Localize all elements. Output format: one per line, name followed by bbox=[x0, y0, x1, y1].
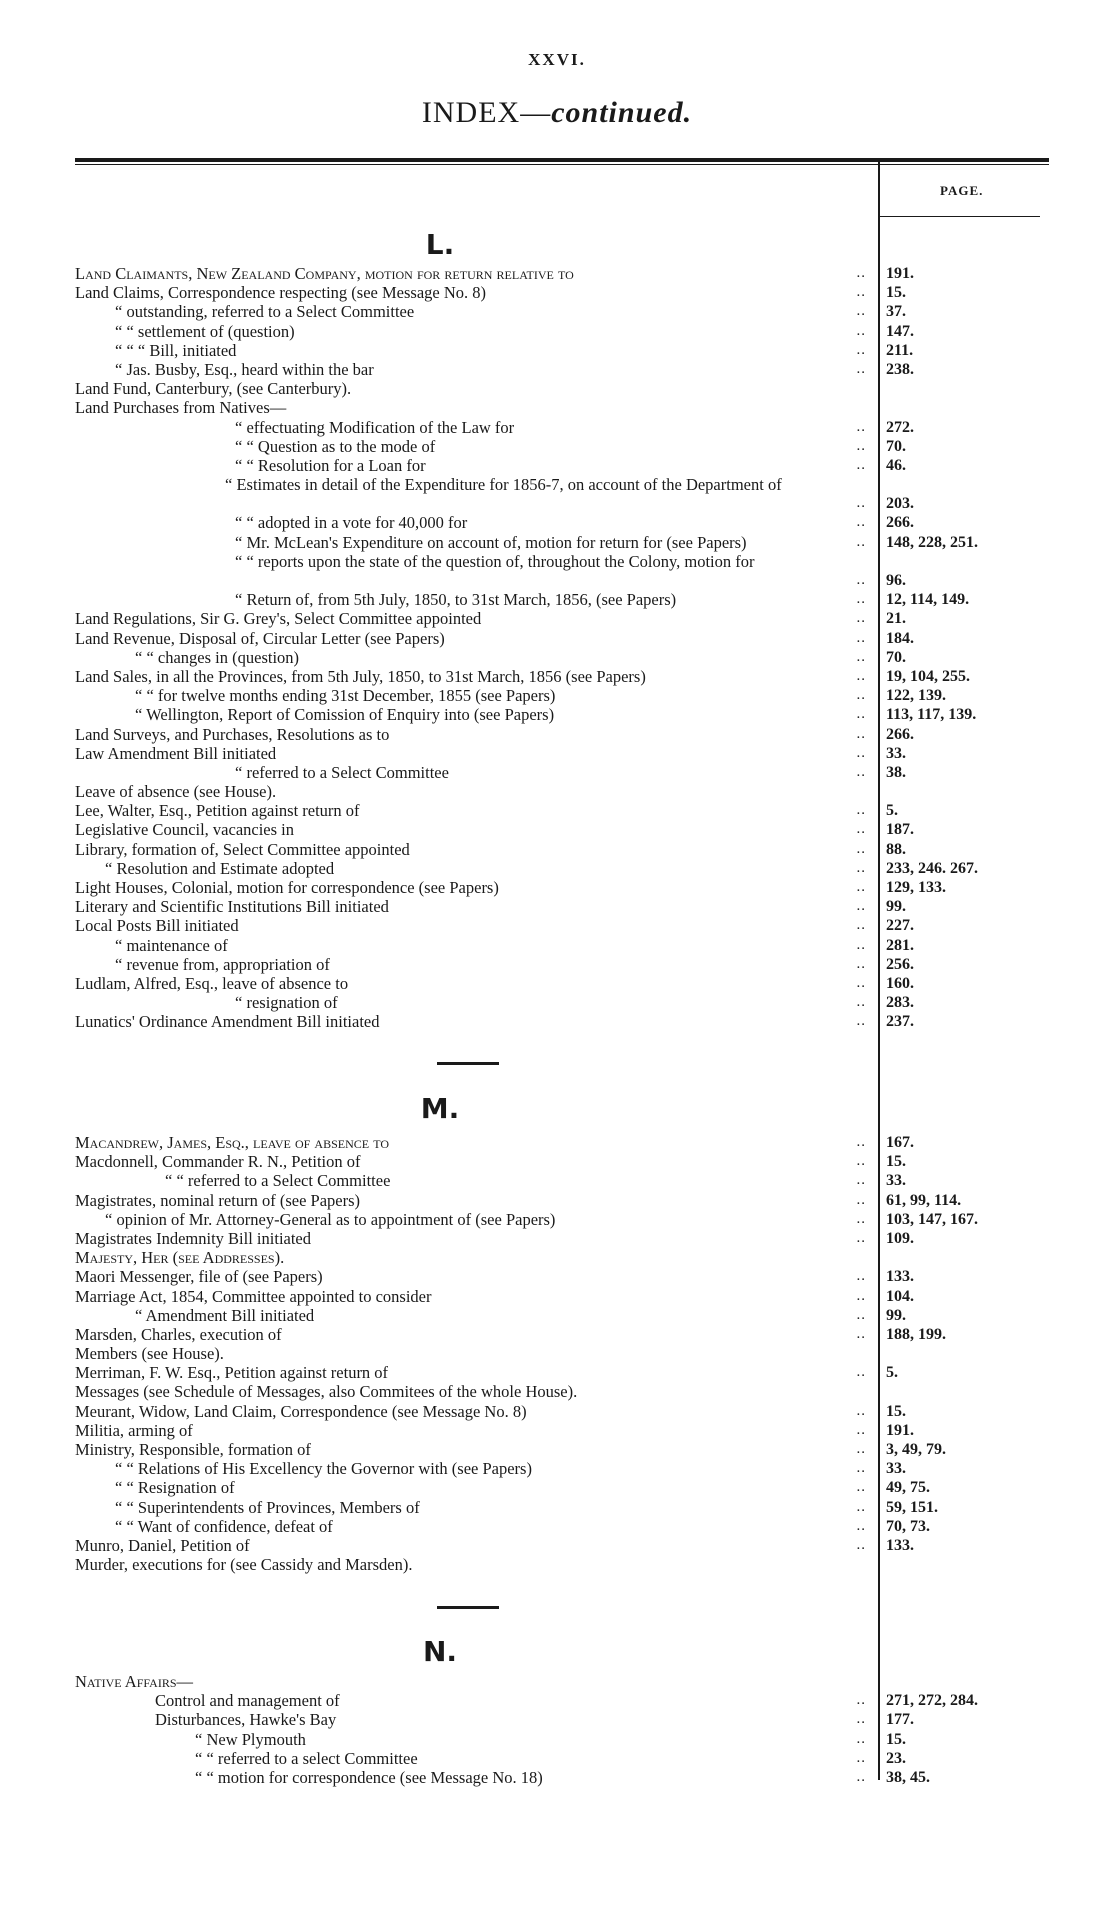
entry-pages: 99. bbox=[886, 1306, 906, 1324]
entry-pages: 271, 272, 284. bbox=[886, 1692, 978, 1710]
entry-pages: 19, 104, 255. bbox=[886, 667, 970, 685]
entry-pages: 237. bbox=[886, 1013, 914, 1031]
leader-dots: .. bbox=[856, 687, 866, 704]
index-entry bbox=[0, 859, 1114, 878]
entry-text: “ “ adopted in a vote for 40,000 for bbox=[235, 513, 468, 533]
index-entry bbox=[0, 1191, 1114, 1210]
entry-pages: 49, 75. bbox=[886, 1479, 930, 1497]
entry-text: Magistrates Indemnity Bill initiated bbox=[75, 1228, 312, 1248]
index-entry bbox=[0, 322, 1114, 341]
entry-text: Land Surveys, and Purchases, Resolutions as to bbox=[75, 724, 390, 744]
index-entry bbox=[0, 379, 1114, 398]
entry-text: “ “ Want of confidence, defeat of bbox=[115, 1516, 333, 1536]
index-entry bbox=[0, 1710, 1114, 1729]
index-entry bbox=[0, 418, 1114, 437]
entry-text: Members (see House). bbox=[75, 1344, 224, 1364]
leader-dots: .. bbox=[856, 1153, 866, 1170]
entry-text: “ Jas. Busby, Esq., heard within the bar bbox=[115, 359, 374, 379]
entry-text: Disturbances, Hawke's Bay bbox=[155, 1710, 337, 1730]
entry-pages: 70. bbox=[886, 648, 906, 666]
index-entry bbox=[0, 993, 1114, 1012]
leader-dots: .. bbox=[856, 437, 866, 454]
index-entry bbox=[0, 1691, 1114, 1710]
entry-pages: 147. bbox=[886, 322, 914, 340]
leader-dots: .. bbox=[856, 802, 866, 819]
entry-pages: 227. bbox=[886, 917, 914, 935]
entry-text: “ effectuating Modification of the Law for bbox=[235, 417, 515, 437]
index-entry bbox=[0, 820, 1114, 839]
leader-dots: .. bbox=[856, 1517, 866, 1534]
index-entry bbox=[0, 648, 1114, 667]
section-letter-m: M. bbox=[420, 1092, 460, 1125]
section-n-entries bbox=[0, 1672, 1114, 1787]
entry-pages: 38. bbox=[886, 763, 906, 781]
leader-dots: .. bbox=[856, 495, 866, 512]
entry-pages: 104. bbox=[886, 1287, 914, 1305]
entry-pages: 33. bbox=[886, 1460, 906, 1478]
entry-text: Magistrates, nominal return of (see Papers) bbox=[75, 1190, 360, 1210]
index-entry bbox=[0, 475, 1114, 513]
entry-pages: 23. bbox=[886, 1749, 906, 1767]
entry-text: Marsden, Charles, execution of bbox=[75, 1324, 282, 1344]
leader-dots: .. bbox=[856, 514, 866, 531]
index-entry bbox=[0, 1459, 1114, 1478]
page-title bbox=[0, 96, 1114, 130]
index-entry bbox=[0, 398, 1114, 417]
entry-pages: 177. bbox=[886, 1711, 914, 1729]
entry-pages: 70. bbox=[886, 437, 906, 455]
index-entry bbox=[0, 1248, 1114, 1267]
leader-dots: .. bbox=[856, 1749, 866, 1766]
entry-text: Land Purchases from Natives— bbox=[75, 398, 287, 418]
entry-text: “ “ motion for correspondence (see Message No. 18) bbox=[195, 1767, 543, 1787]
leader-dots: .. bbox=[856, 763, 866, 780]
entry-text: Marriage Act, 1854, Committee appointed to consider bbox=[75, 1286, 432, 1306]
entry-pages: 203. bbox=[886, 495, 914, 513]
entry-pages: 15. bbox=[886, 1730, 906, 1748]
index-entry bbox=[0, 1152, 1114, 1171]
leader-dots: .. bbox=[856, 1460, 866, 1477]
index-entry bbox=[0, 667, 1114, 686]
entry-text: Land Sales, in all the Provinces, from 5th July, 1850, to 31st March, 1856 (see Papers) bbox=[75, 666, 646, 686]
title-continued: continued. bbox=[551, 96, 693, 129]
leader-dots: .. bbox=[856, 955, 866, 972]
index-entry bbox=[0, 590, 1114, 609]
index-entry bbox=[0, 705, 1114, 724]
leader-dots: .. bbox=[856, 879, 866, 896]
leader-dots: .. bbox=[856, 1536, 866, 1553]
leader-dots: .. bbox=[856, 1229, 866, 1246]
leader-dots: .. bbox=[856, 1768, 866, 1785]
entry-pages: 99. bbox=[886, 898, 906, 916]
index-entry bbox=[0, 1498, 1114, 1517]
leader-dots: .. bbox=[856, 610, 866, 627]
index-entry bbox=[0, 1229, 1114, 1248]
entry-pages: 191. bbox=[886, 1421, 914, 1439]
entry-text: “ New Plymouth bbox=[195, 1729, 306, 1749]
entry-text: “ “ Superintendents of Provinces, Members of bbox=[115, 1497, 420, 1517]
index-entry bbox=[0, 1012, 1114, 1031]
entry-text: Control and management of bbox=[155, 1691, 340, 1711]
entry-text: Land Revenue, Disposal of, Circular Letter (see Papers) bbox=[75, 628, 445, 648]
leader-dots: .. bbox=[856, 1210, 866, 1227]
entry-pages: 122, 139. bbox=[886, 687, 946, 705]
entry-text: Murder, executions for (see Cassidy and Marsden). bbox=[75, 1555, 413, 1575]
leader-dots: .. bbox=[856, 1013, 866, 1030]
leader-dots: .. bbox=[856, 974, 866, 991]
entry-text: Messages (see Schedule of Messages, also Commitees of the whole House). bbox=[75, 1382, 578, 1402]
entry-text: “ “ settlement of (question) bbox=[115, 321, 295, 341]
index-entry bbox=[0, 1325, 1114, 1344]
index-entry bbox=[0, 686, 1114, 705]
entry-pages: 21. bbox=[886, 610, 906, 628]
leader-dots: .. bbox=[856, 1268, 866, 1285]
entry-text: Majesty, Her (see Addresses). bbox=[75, 1248, 285, 1268]
entry-pages: 5. bbox=[886, 1364, 898, 1382]
index-entry bbox=[0, 974, 1114, 993]
entry-pages: 38, 45. bbox=[886, 1768, 930, 1786]
entry-pages: 167. bbox=[886, 1134, 914, 1151]
leader-dots: .. bbox=[856, 629, 866, 646]
entry-pages: 160. bbox=[886, 974, 914, 992]
index-entry bbox=[0, 341, 1114, 360]
index-entry bbox=[0, 1363, 1114, 1382]
entry-text: “ referred to a Select Committee bbox=[235, 762, 449, 782]
entry-pages: 238. bbox=[886, 360, 914, 378]
index-entry bbox=[0, 513, 1114, 532]
entry-pages: 109. bbox=[886, 1229, 914, 1247]
entry-pages: 103, 147, 167. bbox=[886, 1210, 978, 1228]
leader-dots: .. bbox=[856, 360, 866, 377]
entry-text: “ Mr. McLean's Expenditure on account of, motion for return for (see Papers) bbox=[235, 532, 747, 552]
index-entry bbox=[0, 437, 1114, 456]
leader-dots: .. bbox=[856, 859, 866, 876]
title-main: INDEX— bbox=[421, 96, 552, 129]
index-entry bbox=[0, 1440, 1114, 1459]
index-entry bbox=[0, 916, 1114, 935]
entry-text: “ Return of, from 5th July, 1850, to 31st March, 1856, (see Papers) bbox=[235, 590, 677, 610]
index-entry bbox=[0, 1421, 1114, 1440]
entry-pages: 61, 99, 114. bbox=[886, 1191, 962, 1209]
entry-pages: 5. bbox=[886, 802, 898, 820]
index-entry bbox=[0, 763, 1114, 782]
entry-pages: 133. bbox=[886, 1536, 914, 1554]
entry-pages: 266. bbox=[886, 725, 914, 743]
leader-dots: .. bbox=[856, 1441, 866, 1457]
entry-text: “ resignation of bbox=[235, 993, 338, 1013]
leader-dots: .. bbox=[856, 1306, 866, 1323]
leader-dots: .. bbox=[856, 322, 866, 339]
index-entry bbox=[0, 801, 1114, 820]
entry-pages: 59, 151. bbox=[886, 1498, 938, 1516]
index-entry bbox=[0, 955, 1114, 974]
section-l-entries bbox=[0, 264, 1114, 1032]
top-rule bbox=[75, 158, 1049, 162]
leader-dots: .. bbox=[856, 1479, 866, 1496]
entry-pages: 187. bbox=[886, 821, 914, 839]
entry-text: “ Wellington, Report of Comission of Enquiry into (see Papers) bbox=[135, 705, 555, 725]
index-entry bbox=[0, 1517, 1114, 1536]
entry-pages: 266. bbox=[886, 514, 914, 532]
entry-pages: 184. bbox=[886, 629, 914, 647]
leader-dots: .. bbox=[856, 1191, 866, 1208]
leader-dots: .. bbox=[856, 898, 866, 915]
entry-text: “ “ for twelve months ending 31st December, 1855 (see Papers) bbox=[135, 686, 556, 706]
leader-dots: .. bbox=[856, 341, 866, 358]
index-entry bbox=[0, 1402, 1114, 1421]
index-entry bbox=[0, 1749, 1114, 1768]
entry-text: “ “ referred to a select Committee bbox=[195, 1748, 418, 1768]
entry-text: Ministry, Responsible, formation of bbox=[75, 1440, 311, 1459]
leader-dots: .. bbox=[856, 284, 866, 301]
entry-text: Local Posts Bill initiated bbox=[75, 916, 239, 936]
entry-pages: 272. bbox=[886, 418, 914, 436]
index-entry bbox=[0, 936, 1114, 955]
leader-dots: .. bbox=[856, 1730, 866, 1747]
entry-pages: 15. bbox=[886, 284, 906, 302]
entry-pages: 33. bbox=[886, 1172, 906, 1190]
index-entry bbox=[0, 456, 1114, 475]
entry-text: Merriman, F. W. Esq., Petition against return of bbox=[75, 1363, 389, 1383]
entry-pages: 129, 133. bbox=[886, 879, 946, 897]
entry-text: “ “ Resignation of bbox=[115, 1478, 235, 1498]
index-entry bbox=[0, 1210, 1114, 1229]
entry-text: Literary and Scientific Institutions Bill initiated bbox=[75, 897, 389, 917]
entry-text: Law Amendment Bill initiated bbox=[75, 743, 277, 763]
entry-pages: 46. bbox=[886, 456, 906, 474]
index-entry bbox=[0, 1306, 1114, 1325]
entry-pages: 37. bbox=[886, 303, 906, 321]
section-letter-l: L. bbox=[425, 228, 455, 261]
index-entry bbox=[0, 744, 1114, 763]
entry-pages: 281. bbox=[886, 936, 914, 954]
entry-text: Native Affairs— bbox=[75, 1672, 194, 1691]
entry-text: Land Regulations, Sir G. Grey's, Select Committee appointed bbox=[75, 609, 482, 629]
index-entry bbox=[0, 1287, 1114, 1306]
entry-text: Militia, arming of bbox=[75, 1420, 193, 1440]
index-entry bbox=[0, 878, 1114, 897]
leader-dots: .. bbox=[856, 1134, 866, 1150]
index-entry bbox=[0, 1536, 1114, 1555]
index-entry bbox=[0, 897, 1114, 916]
entry-pages: 12, 114, 149. bbox=[886, 591, 970, 609]
entry-text: Ludlam, Alfred, Esq., leave of absence to bbox=[75, 973, 349, 993]
entry-pages: 256. bbox=[886, 955, 914, 973]
entry-text: Land Claims, Correspondence respecting (see Message No. 8) bbox=[75, 283, 487, 303]
index-entry bbox=[0, 782, 1114, 801]
leader-dots: .. bbox=[856, 994, 866, 1011]
section-separator bbox=[437, 1606, 499, 1609]
leader-dots: .. bbox=[856, 265, 866, 281]
index-entry bbox=[0, 283, 1114, 302]
entry-text: “ “ Question as to the mode of bbox=[235, 436, 436, 456]
entry-pages: 211. bbox=[886, 341, 914, 359]
entry-text: Meurant, Widow, Land Claim, Correspondence (see Message No. 8) bbox=[75, 1401, 527, 1421]
leader-dots: .. bbox=[856, 1364, 866, 1381]
leader-dots: .. bbox=[856, 648, 866, 665]
entry-text: Lunatics' Ordinance Amendment Bill initiated bbox=[75, 1012, 380, 1032]
index-entry bbox=[0, 840, 1114, 859]
leader-dots: .. bbox=[856, 667, 866, 684]
index-entry bbox=[0, 1133, 1114, 1152]
entry-text: “ “ reports upon the state of the question of, throughout the Colony, motion for bbox=[235, 551, 755, 571]
entry-pages: 96. bbox=[886, 572, 906, 590]
index-entry bbox=[0, 302, 1114, 321]
index-entry bbox=[0, 629, 1114, 648]
entry-text: “ “ Relations of His Excellency the Governor with (see Papers) bbox=[115, 1459, 532, 1479]
index-entry bbox=[0, 1382, 1114, 1401]
index-entry bbox=[0, 1478, 1114, 1497]
leader-dots: .. bbox=[856, 572, 866, 589]
leader-dots: .. bbox=[856, 1325, 866, 1342]
entry-text: Macandrew, James, Esq., leave of absence to bbox=[75, 1133, 389, 1152]
entry-text: “ “ referred to a Select Committee bbox=[165, 1171, 391, 1191]
index-entry bbox=[0, 264, 1114, 283]
entry-pages: 148, 228, 251. bbox=[886, 533, 978, 551]
leader-dots: .. bbox=[856, 725, 866, 742]
entry-text: “ opinion of Mr. Attorney-General as to appointment of (see Papers) bbox=[105, 1209, 556, 1229]
entry-text: Land Claimants, New Zealand Company, motion for return relative to bbox=[75, 264, 574, 283]
leader-dots: .. bbox=[856, 1692, 866, 1709]
entry-pages: 15. bbox=[886, 1402, 906, 1420]
index-entry bbox=[0, 1344, 1114, 1363]
index-entry bbox=[0, 1555, 1114, 1574]
leader-dots: .. bbox=[856, 533, 866, 550]
leader-dots: .. bbox=[856, 1287, 866, 1304]
index-entry bbox=[0, 1768, 1114, 1787]
page-column-header-rule bbox=[880, 216, 1040, 217]
index-entry bbox=[0, 1171, 1114, 1190]
entry-text: Macdonnell, Commander R. N., Petition of bbox=[75, 1152, 361, 1172]
section-separator bbox=[437, 1062, 499, 1065]
entry-pages: 233, 246. 267. bbox=[886, 859, 978, 877]
section-m-entries bbox=[0, 1133, 1114, 1574]
index-entry bbox=[0, 533, 1114, 552]
leader-dots: .. bbox=[856, 418, 866, 435]
leader-dots: .. bbox=[856, 706, 866, 723]
entry-text: “ “ Resolution for a Loan for bbox=[235, 455, 426, 475]
leader-dots: .. bbox=[856, 1498, 866, 1515]
entry-pages: 113, 117, 139. bbox=[886, 706, 977, 724]
entry-pages: 188, 199. bbox=[886, 1325, 946, 1343]
entry-text: “ Estimates in detail of the Expenditure for 1856-7, on account of the Department of bbox=[225, 475, 782, 495]
leader-dots: .. bbox=[856, 917, 866, 934]
page-number: XXVI. bbox=[528, 50, 586, 69]
entry-text: “ outstanding, referred to a Select Committee bbox=[115, 302, 415, 322]
entry-text: Munro, Daniel, Petition of bbox=[75, 1535, 250, 1555]
leader-dots: .. bbox=[856, 456, 866, 473]
index-entry bbox=[0, 360, 1114, 379]
entry-text: Land Fund, Canterbury, (see Canterbury). bbox=[75, 379, 352, 399]
leader-dots: .. bbox=[856, 1711, 866, 1728]
leader-dots: .. bbox=[856, 744, 866, 761]
entry-pages: 133. bbox=[886, 1268, 914, 1286]
index-entry bbox=[0, 1672, 1114, 1691]
index-entry bbox=[0, 609, 1114, 628]
top-rule-thin bbox=[75, 164, 1049, 165]
entry-text: Library, formation of, Select Committee appointed bbox=[75, 839, 410, 859]
entry-text: Legislative Council, vacancies in bbox=[75, 820, 295, 840]
entry-pages: 15. bbox=[886, 1153, 906, 1171]
entry-pages: 283. bbox=[886, 994, 914, 1012]
entry-text: “ “ “ Bill, initiated bbox=[115, 340, 237, 360]
entry-pages: 33. bbox=[886, 744, 906, 762]
entry-text: “ maintenance of bbox=[115, 935, 228, 955]
entry-text: “ “ changes in (question) bbox=[135, 647, 300, 667]
entry-pages: 88. bbox=[886, 840, 906, 858]
entry-text: Maori Messenger, file of (see Papers) bbox=[75, 1267, 323, 1287]
leader-dots: .. bbox=[856, 840, 866, 857]
entry-text: Light Houses, Colonial, motion for correspondence (see Papers) bbox=[75, 878, 499, 898]
leader-dots: .. bbox=[856, 821, 866, 838]
entry-text: Lee, Walter, Esq., Petition against return of bbox=[75, 801, 360, 821]
leader-dots: .. bbox=[856, 1402, 866, 1419]
entry-text: “ Amendment Bill initiated bbox=[135, 1305, 315, 1325]
leader-dots: .. bbox=[856, 936, 866, 953]
index-entry bbox=[0, 1730, 1114, 1749]
page-column-header: PAGE. bbox=[940, 183, 984, 198]
leader-dots: .. bbox=[856, 1172, 866, 1189]
index-entry bbox=[0, 725, 1114, 744]
leader-dots: .. bbox=[856, 591, 866, 608]
entry-text: “ revenue from, appropriation of bbox=[115, 954, 330, 974]
entry-pages: 70, 73. bbox=[886, 1517, 930, 1535]
entry-pages: 191. bbox=[886, 265, 914, 282]
index-entry bbox=[0, 1267, 1114, 1286]
index-entry bbox=[0, 552, 1114, 590]
leader-dots: .. bbox=[856, 303, 866, 320]
entry-pages: 3, 49, 79. bbox=[886, 1441, 946, 1458]
leader-dots: .. bbox=[856, 1421, 866, 1438]
section-letter-n: N. bbox=[422, 1635, 458, 1668]
entry-text: “ Resolution and Estimate adopted bbox=[105, 858, 335, 878]
entry-text: Leave of absence (see House). bbox=[75, 782, 277, 802]
